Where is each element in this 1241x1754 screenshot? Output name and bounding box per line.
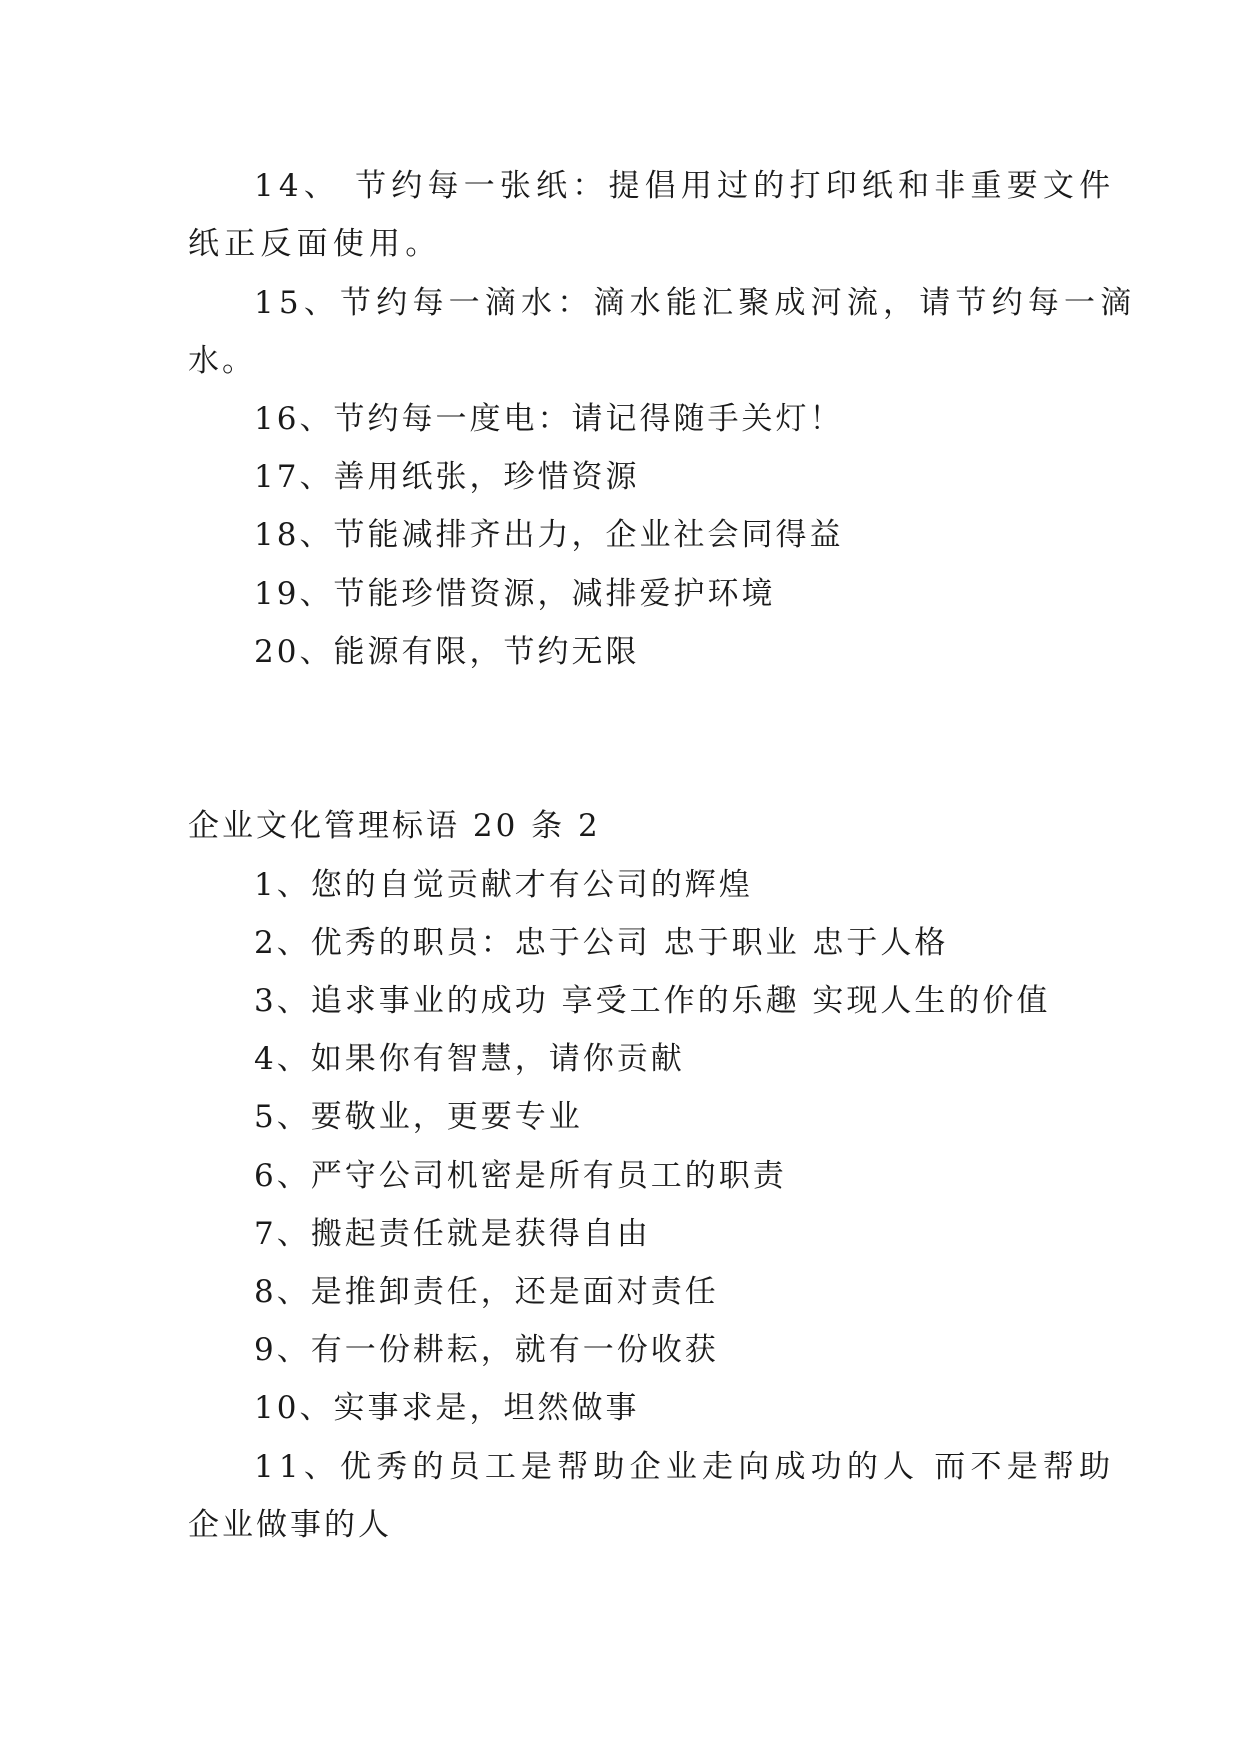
list-item-17: 17、善用纸张，珍惜资源	[254, 459, 640, 495]
list-item-10: 10、实事求是，坦然做事	[254, 1390, 640, 1426]
list-item-3: 3、追求事业的成功 享受工作的乐趣 实现人生的价值	[254, 983, 1051, 1019]
list-item-6: 6、严守公司机密是所有员工的职责	[254, 1158, 787, 1194]
list-item-9: 9、有一份耕耘，就有一份收获	[254, 1332, 719, 1368]
list-item-19: 19、节能珍惜资源，减排爱护环境	[254, 576, 776, 612]
list-item-1: 1、您的自觉贡献才有公司的辉煌	[254, 867, 753, 903]
list-item-11-line-1: 11、优秀的员工是帮助企业走向成功的人 而不是帮助	[254, 1449, 1116, 1485]
list-item-2: 2、优秀的职员：忠于公司 忠于职业 忠于人格	[254, 925, 949, 961]
list-item-20: 20、能源有限，节约无限	[254, 634, 640, 670]
list-item-4: 4、如果你有智慧，请你贡献	[254, 1041, 685, 1077]
list-item-8: 8、是推卸责任，还是面对责任	[254, 1274, 719, 1310]
list-item-7: 7、搬起责任就是获得自由	[254, 1216, 651, 1252]
list-item-16: 16、节约每一度电：请记得随手关灯！	[254, 401, 844, 437]
list-item-15-line-2: 水。	[188, 343, 256, 379]
list-item-15-line-1: 15、节约每一滴水：滴水能汇聚成河流，请节约每一滴	[254, 285, 1137, 321]
list-item-11-line-2: 企业做事的人	[188, 1507, 392, 1543]
list-item-5: 5、要敬业，更要专业	[254, 1099, 583, 1135]
list-item-14-line-2: 纸正反面使用。	[188, 226, 442, 262]
section-heading: 企业文化管理标语 20 条 2	[188, 808, 601, 844]
list-item-18: 18、节能减排齐出力，企业社会同得益	[254, 517, 844, 553]
list-item-14-line-1: 14、 节约每一张纸：提倡用过的打印纸和非重要文件	[254, 168, 1116, 204]
